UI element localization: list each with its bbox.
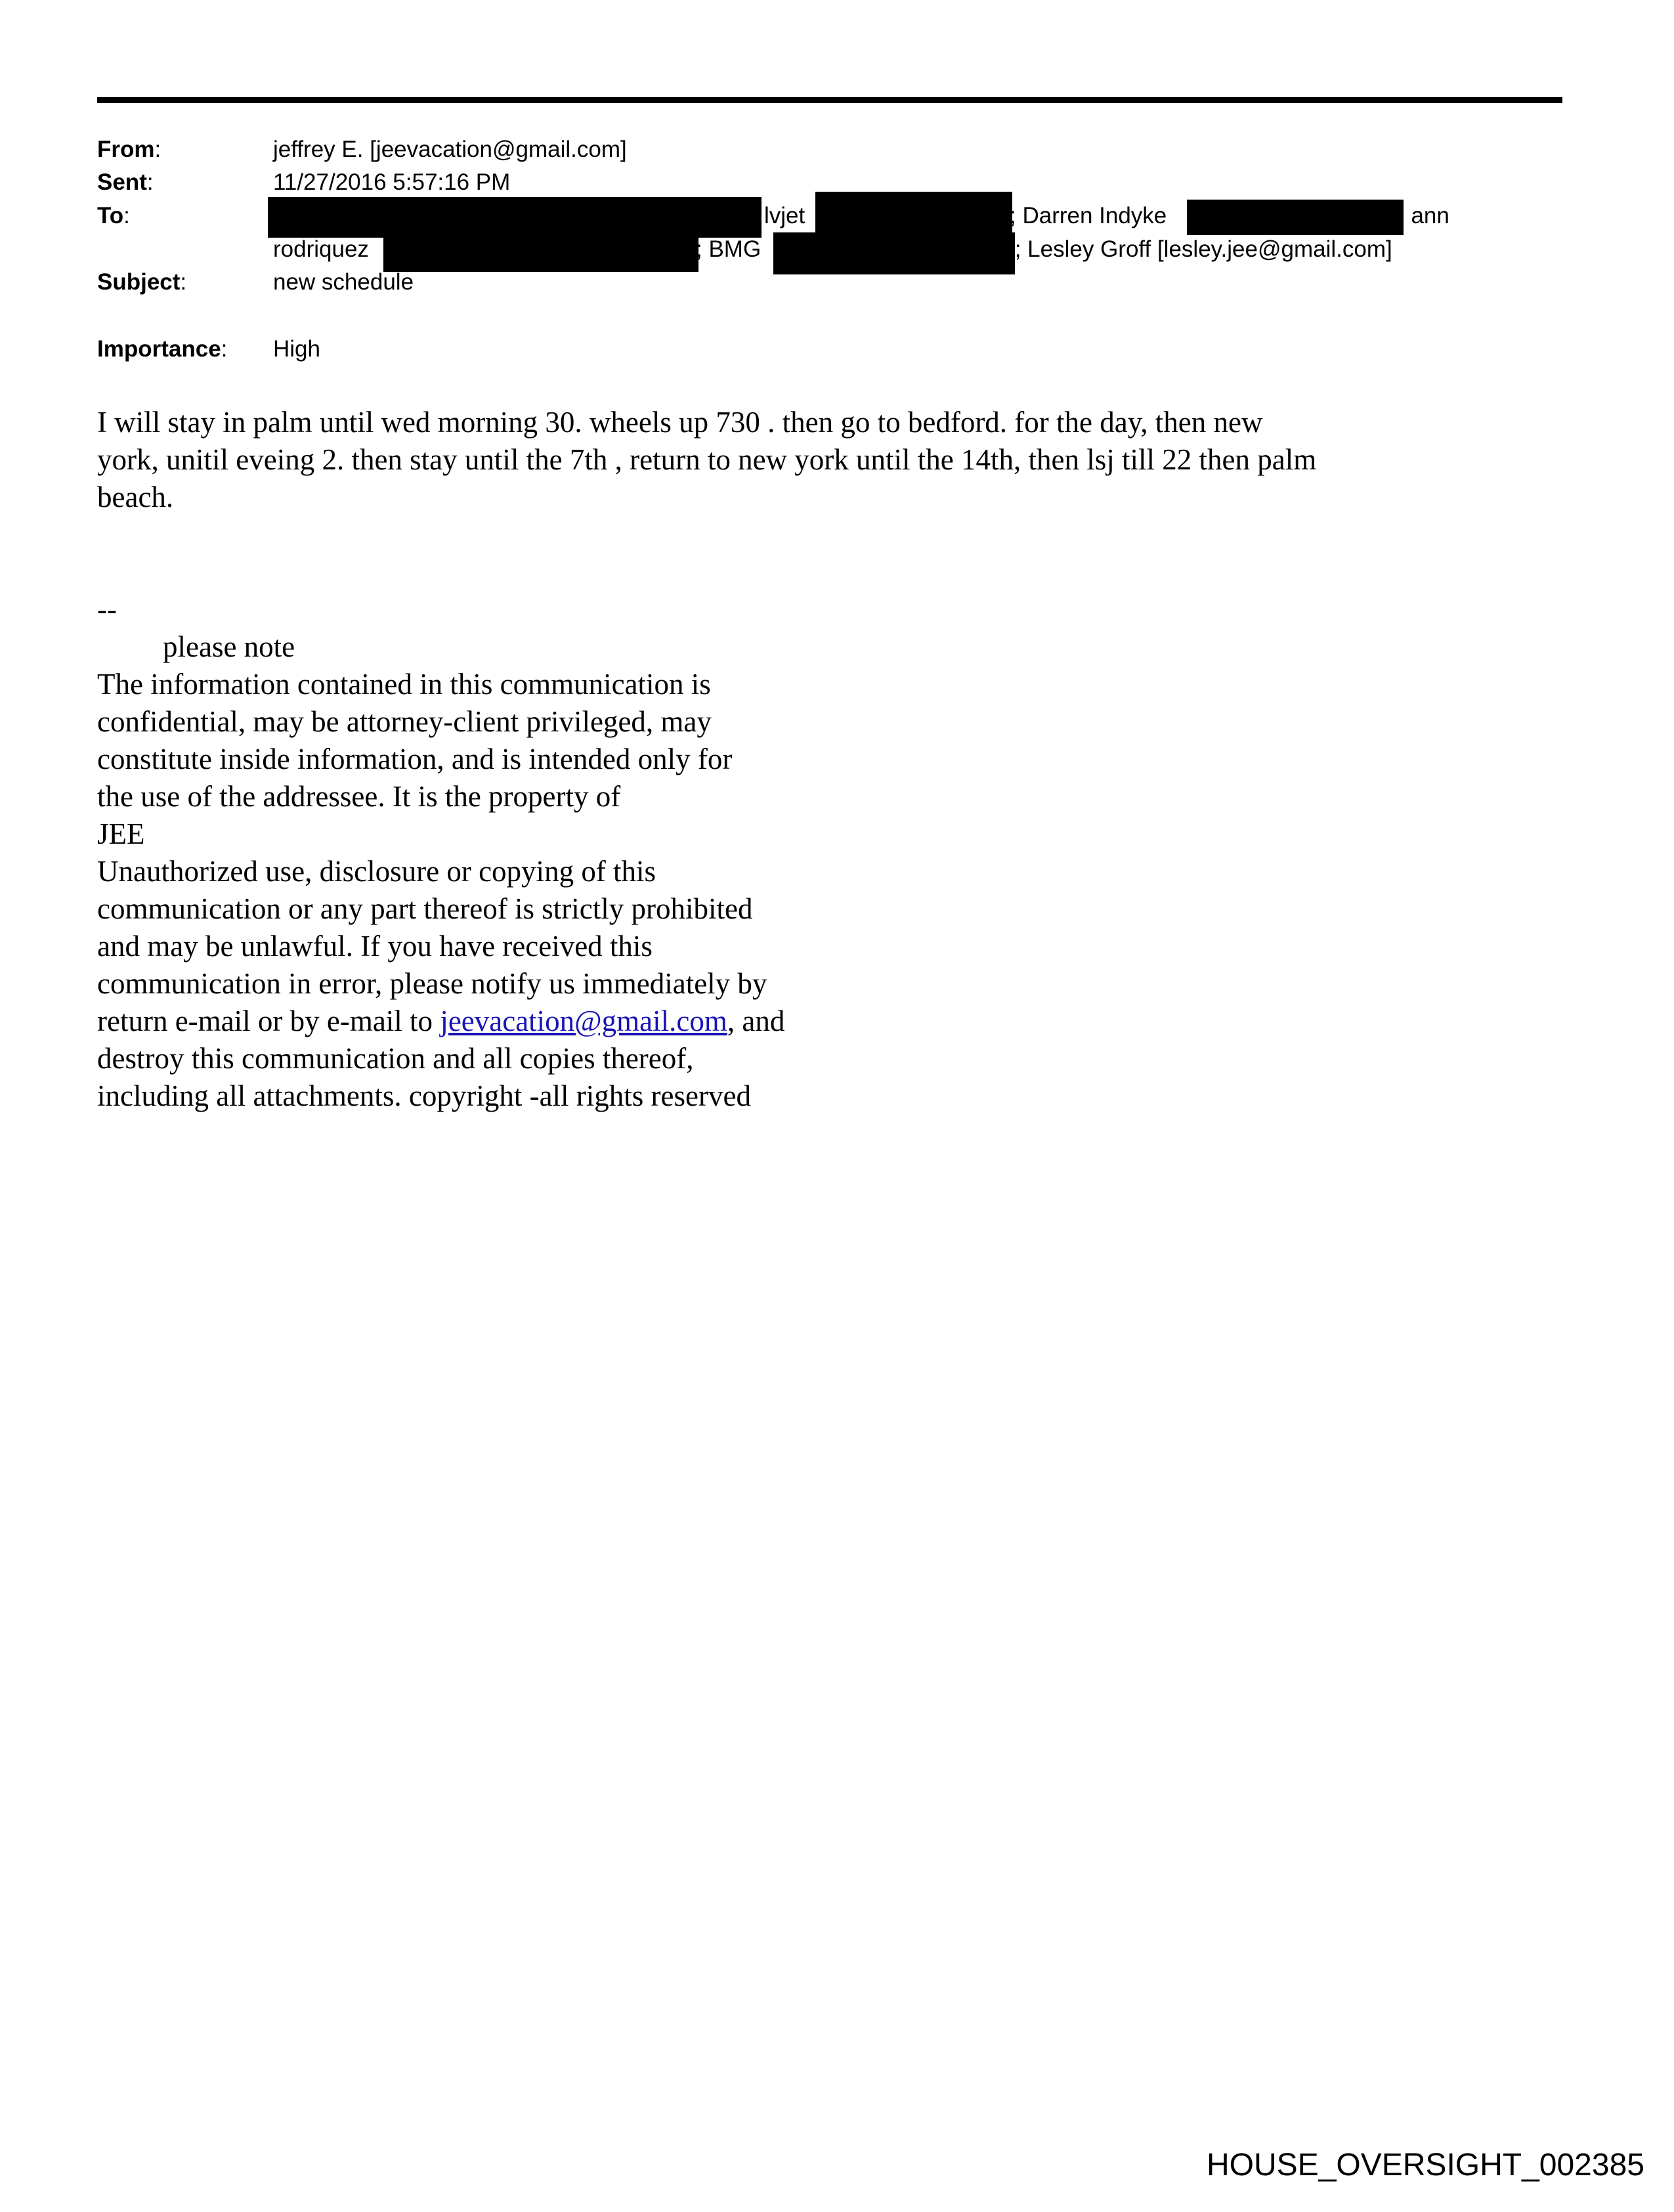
signature-please-note: please note xyxy=(163,630,295,663)
message-line: york, unitil eveing 2. then stay until the 7th , return to new york until the 14th, then lsj till 22 then palm xyxy=(97,443,1317,476)
disclaimer-line: communication in error, please notify us immediately by xyxy=(97,967,767,1000)
header-divider xyxy=(97,97,1562,103)
disclaimer-line: constitute inside information, and is intended only for xyxy=(97,743,733,775)
disclaimer-line: the use of the addressee. It is the property of xyxy=(97,780,621,813)
disclaimer-line: and may be unlawful. If you have received this xyxy=(97,930,653,963)
disclaimer-line: Unauthorized use, disclosure or copying of this xyxy=(97,855,656,888)
redaction-box xyxy=(383,234,698,272)
sent-value: 11/27/2016 5:57:16 PM xyxy=(273,169,511,195)
disclaimer-line: The information contained in this communication is xyxy=(97,668,711,701)
signature-dashes: -- xyxy=(97,593,117,626)
message-line: I will stay in palm until wed morning 30. wheels up 730 . then go to bedford. for the day, then new xyxy=(97,406,1263,439)
recipient-lvjet: lvjet xyxy=(764,203,805,228)
recipient-ann: ; ann xyxy=(1398,203,1449,228)
redaction-box xyxy=(268,197,762,238)
disclaimer-line: including all attachments. copyright -all rights reserved xyxy=(97,1079,751,1112)
disclaimer-line: JEE xyxy=(97,817,145,850)
subject-value: new schedule xyxy=(273,269,414,295)
from-label: From: xyxy=(97,137,161,162)
importance-label: Importance: xyxy=(97,336,228,362)
sent-label: Sent: xyxy=(97,169,154,195)
disclaimer-return-line: return e-mail or by e-mail to jeevacation@gmail.com, and xyxy=(97,1005,785,1037)
email-link[interactable]: jeevacation@gmail.com xyxy=(440,1005,727,1037)
to-label: To: xyxy=(97,203,130,228)
from-value: jeffrey E. [jeevacation@gmail.com] xyxy=(273,137,627,162)
recipient-darren-indyke: ; Darren Indyke xyxy=(1010,203,1167,228)
disclaimer-line: destroy this communication and all copies thereof, xyxy=(97,1042,694,1075)
redaction-box xyxy=(773,232,1015,274)
bates-number: HOUSE_OVERSIGHT_002385 xyxy=(1207,2148,1644,2182)
disclaimer-line: confidential, may be attorney-client privileged, may xyxy=(97,705,712,738)
subject-label: Subject: xyxy=(97,269,187,295)
recipient-lesley-groff: ]; Lesley Groff [lesley.jee@gmail.com] xyxy=(1008,236,1392,262)
disclaimer-line: communication or any part thereof is strictly prohibited xyxy=(97,892,753,925)
redaction-box xyxy=(815,192,1012,232)
message-line: beach. xyxy=(97,481,174,513)
recipient-rodriquez: rodriquez xyxy=(273,236,369,262)
redaction-box xyxy=(1187,200,1404,235)
importance-value: High xyxy=(273,336,320,362)
recipient-bmg: ; BMG xyxy=(696,236,762,262)
